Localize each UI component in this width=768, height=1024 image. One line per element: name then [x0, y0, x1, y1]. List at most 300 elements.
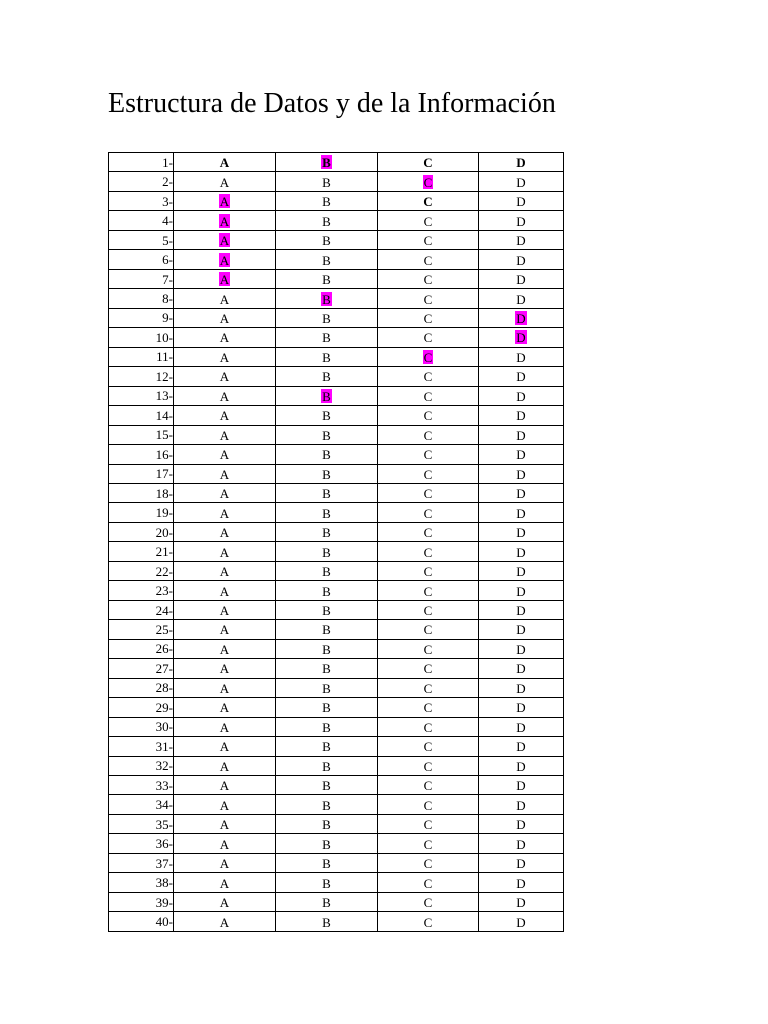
- answer-cell-b: [276, 211, 378, 230]
- answer-option: B: [322, 603, 331, 619]
- answer-option: C: [423, 603, 433, 619]
- answer-cell-d: [479, 620, 564, 639]
- answer-option: D: [516, 797, 526, 813]
- answer-cell-c: [378, 522, 479, 541]
- question-number: 23-: [109, 581, 174, 600]
- answer-option: A: [219, 583, 230, 599]
- answer-table-body: [109, 153, 564, 932]
- answer-table: [108, 152, 564, 932]
- question-number: 15-: [109, 425, 174, 444]
- question-number: 30-: [109, 717, 174, 736]
- answer-cell-c: [378, 425, 479, 444]
- table-row: [109, 347, 564, 366]
- answer-cell-b: [276, 581, 378, 600]
- question-number: 16-: [109, 445, 174, 464]
- answer-cell-c: [378, 445, 479, 464]
- table-row: [109, 639, 564, 658]
- answer-cell-c: [378, 191, 479, 210]
- selected-answer: A: [219, 233, 230, 249]
- answer-cell-a: [174, 834, 276, 853]
- table-row: [109, 561, 564, 580]
- answer-cell-a: [174, 659, 276, 678]
- answer-cell-b: [276, 386, 378, 405]
- answer-option: D: [516, 466, 526, 482]
- answer-cell-d: [479, 776, 564, 795]
- answer-option: C: [423, 680, 433, 696]
- answer-option: A: [219, 758, 230, 774]
- question-number: 13-: [109, 386, 174, 405]
- answer-option: A: [219, 388, 230, 404]
- answer-option: D: [516, 856, 526, 872]
- answer-cell-c: [378, 269, 479, 288]
- answer-cell-b: [276, 717, 378, 736]
- answer-option: A: [219, 739, 230, 755]
- answer-option: D: [516, 194, 526, 210]
- answer-option: D: [516, 836, 526, 852]
- answer-cell-c: [378, 308, 479, 327]
- answer-cell-a: [174, 191, 276, 210]
- answer-option: A: [219, 797, 230, 813]
- answer-cell-d: [479, 873, 564, 892]
- answer-option: C: [423, 836, 433, 852]
- answer-option: C: [423, 466, 433, 482]
- answer-option: B: [322, 661, 331, 677]
- answer-cell-b: [276, 406, 378, 425]
- answer-cell-d: [479, 892, 564, 911]
- answer-cell-b: [276, 561, 378, 580]
- answer-option: C: [423, 233, 433, 249]
- answer-option: A: [219, 622, 230, 638]
- answer-cell-c: [378, 328, 479, 347]
- answer-cell-b: [276, 853, 378, 872]
- answer-cell-c: [378, 912, 479, 931]
- answer-cell-a: [174, 620, 276, 639]
- question-number: 39-: [109, 892, 174, 911]
- answer-cell-c: [378, 230, 479, 249]
- answer-option: A: [219, 856, 230, 872]
- question-number: 26-: [109, 639, 174, 658]
- answer-cell-a: [174, 386, 276, 405]
- table-row: [109, 873, 564, 892]
- answer-cell-a: [174, 230, 276, 249]
- answer-cell-c: [378, 737, 479, 756]
- answer-cell-b: [276, 542, 378, 561]
- answer-option: B: [322, 505, 331, 521]
- answer-option: B: [322, 641, 331, 657]
- table-row: [109, 678, 564, 697]
- answer-option: D: [516, 388, 526, 404]
- table-row: [109, 425, 564, 444]
- answer-option: C: [423, 369, 433, 385]
- answer-option: D: [516, 447, 526, 463]
- answer-option: A: [219, 641, 230, 657]
- answer-cell-b: [276, 795, 378, 814]
- question-number: 34-: [109, 795, 174, 814]
- question-number: 3-: [109, 191, 174, 210]
- answer-cell-a: [174, 678, 276, 697]
- answer-option: C: [423, 719, 433, 735]
- question-number: 27-: [109, 659, 174, 678]
- answer-cell-b: [276, 659, 378, 678]
- answer-cell-a: [174, 717, 276, 736]
- answer-cell-a: [174, 795, 276, 814]
- answer-option: A: [219, 369, 230, 385]
- question-number: 19-: [109, 503, 174, 522]
- table-row: [109, 269, 564, 288]
- answer-option: B: [322, 583, 331, 599]
- answer-option: A: [219, 525, 230, 541]
- answer-option: C: [423, 661, 433, 677]
- answer-option: B: [322, 739, 331, 755]
- question-number: 35-: [109, 814, 174, 833]
- question-number: 28-: [109, 678, 174, 697]
- answer-option: D: [516, 564, 526, 580]
- answer-option: A: [219, 349, 230, 365]
- answer-option: B: [322, 408, 331, 424]
- question-number: 29-: [109, 698, 174, 717]
- answer-cell-c: [378, 678, 479, 697]
- selected-answer: C: [423, 349, 433, 365]
- answer-cell-c: [378, 853, 479, 872]
- answer-cell-d: [479, 425, 564, 444]
- answer-option: A: [219, 544, 230, 560]
- answer-option: C: [423, 564, 433, 580]
- answer-option: D: [516, 427, 526, 443]
- answer-option: A: [219, 680, 230, 696]
- answer-option: B: [322, 194, 331, 210]
- page-title: Estructura de Datos y de la Información: [108, 88, 556, 119]
- answer-option: B: [322, 564, 331, 580]
- selected-answer: B: [322, 388, 331, 404]
- answer-cell-b: [276, 289, 378, 308]
- table-row: [109, 600, 564, 619]
- answer-cell-b: [276, 230, 378, 249]
- answer-option: C: [423, 700, 433, 716]
- answer-cell-d: [479, 561, 564, 580]
- answer-cell-d: [479, 483, 564, 502]
- answer-option: D: [516, 641, 526, 657]
- answer-option: A: [219, 564, 230, 580]
- answer-cell-c: [378, 600, 479, 619]
- answer-cell-c: [378, 542, 479, 561]
- answer-option: B: [322, 447, 331, 463]
- answer-cell-d: [479, 659, 564, 678]
- table-row: [109, 328, 564, 347]
- answer-cell-a: [174, 211, 276, 230]
- answer-cell-c: [378, 250, 479, 269]
- answer-cell-d: [479, 853, 564, 872]
- table-row: [109, 308, 564, 327]
- answer-cell-b: [276, 269, 378, 288]
- answer-cell-a: [174, 250, 276, 269]
- answer-option: C: [423, 213, 433, 229]
- answer-option: C: [423, 272, 433, 288]
- answer-cell-b: [276, 892, 378, 911]
- answer-cell-c: [378, 561, 479, 580]
- answer-cell-b: [276, 834, 378, 853]
- selected-answer: B: [322, 291, 331, 307]
- answer-option: A: [219, 895, 230, 911]
- answer-option: B: [322, 622, 331, 638]
- answer-option: B: [322, 213, 331, 229]
- answer-cell-b: [276, 873, 378, 892]
- table-row: [109, 776, 564, 795]
- answer-cell-a: [174, 172, 276, 191]
- answer-cell-d: [479, 542, 564, 561]
- answer-option: B: [322, 700, 331, 716]
- selected-answer: D: [516, 330, 526, 346]
- table-row: [109, 912, 564, 931]
- answer-option: A: [219, 719, 230, 735]
- answer-option: D: [516, 700, 526, 716]
- answer-cell-b: [276, 367, 378, 386]
- answer-cell-c: [378, 659, 479, 678]
- table-row: [109, 542, 564, 561]
- answer-option: C: [423, 310, 433, 326]
- answer-option: C: [423, 778, 433, 794]
- answer-cell-c: [378, 776, 479, 795]
- question-number: 38-: [109, 873, 174, 892]
- answer-option: D: [516, 272, 526, 288]
- answer-option: B: [322, 895, 331, 911]
- answer-option: B: [322, 719, 331, 735]
- answer-cell-b: [276, 191, 378, 210]
- answer-cell-d: [479, 698, 564, 717]
- answer-cell-a: [174, 892, 276, 911]
- answer-cell-c: [378, 347, 479, 366]
- answer-option: A: [219, 447, 230, 463]
- answer-option: D: [516, 544, 526, 560]
- answer-option: D: [516, 622, 526, 638]
- answer-option: D: [516, 817, 526, 833]
- answer-cell-c: [378, 367, 479, 386]
- answer-cell-a: [174, 406, 276, 425]
- answer-cell-c: [378, 717, 479, 736]
- answer-cell-a: [174, 289, 276, 308]
- answer-option: B: [322, 369, 331, 385]
- answer-cell-b: [276, 522, 378, 541]
- answer-cell-b: [276, 308, 378, 327]
- answer-cell-c: [378, 814, 479, 833]
- answer-option: C: [423, 486, 433, 502]
- question-number: 40-: [109, 912, 174, 931]
- table-row: [109, 250, 564, 269]
- answer-cell-c: [378, 581, 479, 600]
- answer-cell-d: [479, 445, 564, 464]
- answer-cell-c: [378, 834, 479, 853]
- answer-option: D: [516, 174, 526, 190]
- answer-option: A: [219, 875, 230, 891]
- answer-option: A: [219, 174, 230, 190]
- answer-option: B: [322, 310, 331, 326]
- answer-option: D: [516, 603, 526, 619]
- answer-option: C: [423, 525, 433, 541]
- answer-option: A: [219, 661, 230, 677]
- answer-cell-b: [276, 639, 378, 658]
- answer-option: B: [322, 836, 331, 852]
- answer-option: D: [516, 758, 526, 774]
- answer-cell-d: [479, 678, 564, 697]
- question-number: 20-: [109, 522, 174, 541]
- table-row: [109, 386, 564, 405]
- table-row: [109, 659, 564, 678]
- answer-option: D: [516, 408, 526, 424]
- answer-option: A: [219, 778, 230, 794]
- answer-cell-c: [378, 892, 479, 911]
- answer-cell-d: [479, 581, 564, 600]
- answer-option: D: [516, 719, 526, 735]
- answer-option: A: [219, 427, 230, 443]
- answer-option: A: [219, 155, 230, 171]
- question-number: 11-: [109, 347, 174, 366]
- answer-option: A: [219, 408, 230, 424]
- answer-cell-b: [276, 737, 378, 756]
- answer-cell-a: [174, 153, 276, 172]
- answer-option: D: [516, 233, 526, 249]
- answer-cell-a: [174, 814, 276, 833]
- question-number: 33-: [109, 776, 174, 795]
- answer-option: A: [219, 330, 230, 346]
- answer-cell-a: [174, 347, 276, 366]
- answer-cell-a: [174, 912, 276, 931]
- table-row: [109, 172, 564, 191]
- answer-cell-d: [479, 503, 564, 522]
- answer-cell-d: [479, 308, 564, 327]
- table-row: [109, 737, 564, 756]
- answer-cell-d: [479, 367, 564, 386]
- answer-cell-b: [276, 678, 378, 697]
- selected-answer: D: [516, 310, 526, 326]
- answer-option: B: [322, 174, 331, 190]
- answer-option: A: [219, 466, 230, 482]
- table-row: [109, 717, 564, 736]
- question-number: 31-: [109, 737, 174, 756]
- question-number: 37-: [109, 853, 174, 872]
- answer-option: D: [516, 778, 526, 794]
- answer-option: A: [219, 310, 230, 326]
- table-row: [109, 814, 564, 833]
- answer-option: D: [516, 349, 526, 365]
- answer-cell-d: [479, 211, 564, 230]
- answer-option: C: [423, 895, 433, 911]
- answer-option: B: [322, 349, 331, 365]
- question-number: 12-: [109, 367, 174, 386]
- answer-option: D: [516, 505, 526, 521]
- answer-cell-c: [378, 795, 479, 814]
- answer-option: C: [423, 914, 433, 930]
- question-number: 1-: [109, 153, 174, 172]
- answer-cell-c: [378, 639, 479, 658]
- table-row: [109, 230, 564, 249]
- question-number: 9-: [109, 308, 174, 327]
- selected-answer: C: [423, 174, 433, 190]
- table-row: [109, 153, 564, 172]
- answer-option: C: [423, 583, 433, 599]
- answer-option: C: [423, 758, 433, 774]
- table-row: [109, 620, 564, 639]
- answer-cell-a: [174, 522, 276, 541]
- answer-option: C: [423, 817, 433, 833]
- answer-cell-c: [378, 289, 479, 308]
- answer-option: B: [322, 330, 331, 346]
- answer-cell-d: [479, 289, 564, 308]
- table-row: [109, 406, 564, 425]
- answer-option: B: [322, 525, 331, 541]
- answer-option: A: [219, 836, 230, 852]
- answer-cell-b: [276, 698, 378, 717]
- answer-cell-a: [174, 445, 276, 464]
- answer-option: D: [516, 875, 526, 891]
- question-number: 5-: [109, 230, 174, 249]
- selected-answer: A: [219, 194, 230, 210]
- answer-cell-b: [276, 912, 378, 931]
- table-row: [109, 581, 564, 600]
- selected-answer: A: [219, 252, 230, 268]
- answer-cell-a: [174, 600, 276, 619]
- answer-cell-d: [479, 639, 564, 658]
- answer-cell-b: [276, 756, 378, 775]
- answer-cell-b: [276, 483, 378, 502]
- answer-option: D: [516, 252, 526, 268]
- answer-cell-c: [378, 386, 479, 405]
- answer-option: D: [516, 895, 526, 911]
- answer-cell-d: [479, 737, 564, 756]
- answer-cell-c: [378, 503, 479, 522]
- answer-cell-b: [276, 445, 378, 464]
- answer-cell-d: [479, 522, 564, 541]
- answer-cell-d: [479, 250, 564, 269]
- question-number: 22-: [109, 561, 174, 580]
- table-row: [109, 892, 564, 911]
- question-number: 2-: [109, 172, 174, 191]
- answer-cell-d: [479, 600, 564, 619]
- selected-answer: A: [219, 213, 230, 229]
- answer-cell-d: [479, 172, 564, 191]
- answer-cell-d: [479, 191, 564, 210]
- question-number: 32-: [109, 756, 174, 775]
- answer-option: D: [516, 155, 526, 171]
- answer-option: B: [322, 778, 331, 794]
- answer-option: C: [423, 641, 433, 657]
- answer-cell-b: [276, 464, 378, 483]
- answer-cell-b: [276, 814, 378, 833]
- answer-cell-d: [479, 386, 564, 405]
- table-row: [109, 211, 564, 230]
- answer-option: B: [322, 758, 331, 774]
- answer-option: D: [516, 583, 526, 599]
- answer-cell-d: [479, 756, 564, 775]
- answer-option: D: [516, 369, 526, 385]
- answer-option: A: [219, 505, 230, 521]
- answer-cell-d: [479, 153, 564, 172]
- answer-option: B: [322, 272, 331, 288]
- table-row: [109, 522, 564, 541]
- answer-cell-d: [479, 230, 564, 249]
- table-row: [109, 464, 564, 483]
- answer-cell-d: [479, 269, 564, 288]
- answer-option: B: [322, 233, 331, 249]
- answer-option: D: [516, 525, 526, 541]
- question-number: 4-: [109, 211, 174, 230]
- answer-cell-d: [479, 834, 564, 853]
- answer-option: D: [516, 739, 526, 755]
- answer-option: A: [219, 817, 230, 833]
- table-row: [109, 445, 564, 464]
- answer-option: B: [322, 427, 331, 443]
- answer-cell-d: [479, 406, 564, 425]
- answer-cell-b: [276, 250, 378, 269]
- answer-option: A: [219, 603, 230, 619]
